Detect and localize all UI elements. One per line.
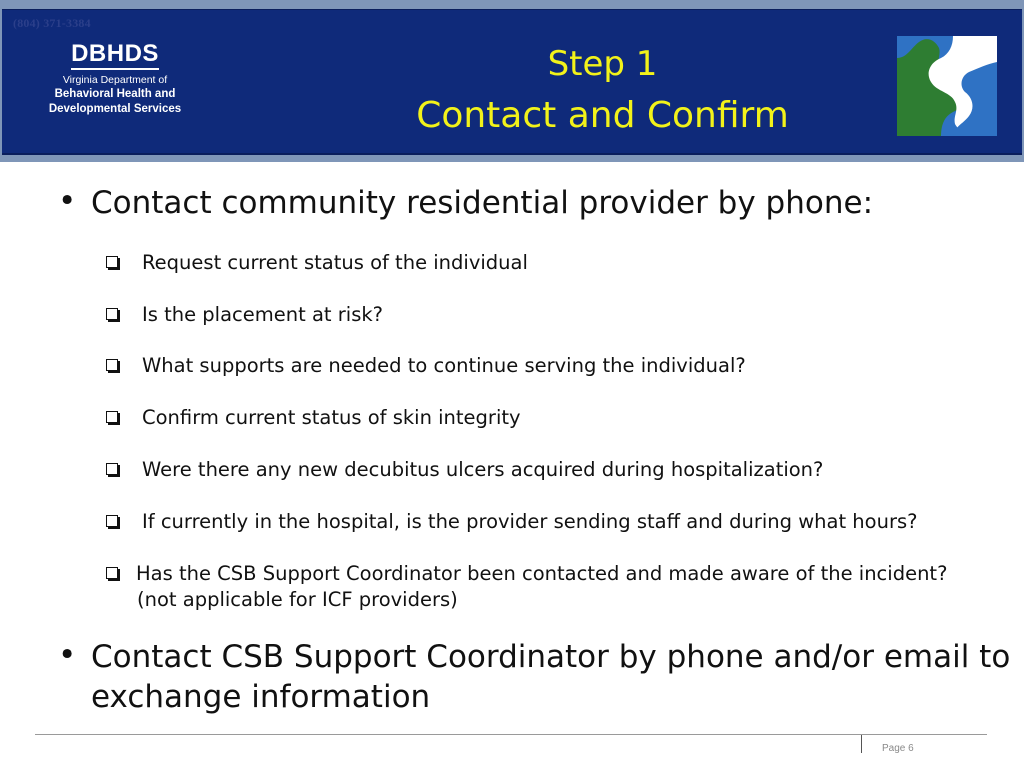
checklist-text: Were there any new decubitus ulcers acquired during hospitalization? bbox=[142, 458, 824, 481]
checkbox-icon bbox=[106, 308, 118, 320]
footer-separator bbox=[861, 735, 862, 753]
bullet-dot: • bbox=[58, 183, 77, 219]
footer-divider bbox=[35, 734, 987, 735]
checklist-text: Request current status of the individual bbox=[142, 251, 528, 274]
title-heading: Contact and Confirm bbox=[416, 95, 789, 136]
checklist-text: If currently in the hospital, is the provider sending staff and during what hours? bbox=[142, 510, 918, 533]
logo-line-developmental: Developmental Services bbox=[48, 103, 182, 115]
checkbox-icon bbox=[106, 411, 118, 423]
checkbox-icon bbox=[106, 463, 118, 475]
bullet-dot: • bbox=[58, 637, 77, 673]
phone-number: (804) 371-3384 bbox=[13, 16, 91, 30]
page-number: Page 6 bbox=[882, 743, 914, 754]
checklist-text: Is the placement at risk? bbox=[142, 303, 383, 326]
title-step: Step 1 bbox=[547, 44, 658, 84]
logo-line-behavioral: Behavioral Health and bbox=[54, 88, 176, 100]
checklist-text: Has the CSB Support Coordinator been contacted and made aware of the incident? bbox=[136, 562, 948, 585]
bullet-text: Contact community residential provider by phone: bbox=[91, 185, 874, 221]
checkbox-icon bbox=[106, 515, 118, 527]
checklist-text: Confirm current status of skin integrity bbox=[142, 406, 521, 429]
bullet-text: Contact CSB Support Coordinator by phone and/or email to bbox=[91, 639, 1011, 675]
logo-title: DBHDS bbox=[71, 40, 159, 70]
bullet-text-continuation: exchange information bbox=[91, 679, 431, 715]
logo-subtitle: Virginia Department of bbox=[62, 74, 168, 86]
checkbox-icon bbox=[106, 359, 118, 371]
checkbox-icon bbox=[106, 567, 118, 579]
checklist-text: What supports are needed to continue serving the individual? bbox=[142, 354, 746, 377]
checklist-text: (not applicable for ICF providers) bbox=[137, 588, 458, 611]
checkbox-icon bbox=[106, 256, 118, 268]
